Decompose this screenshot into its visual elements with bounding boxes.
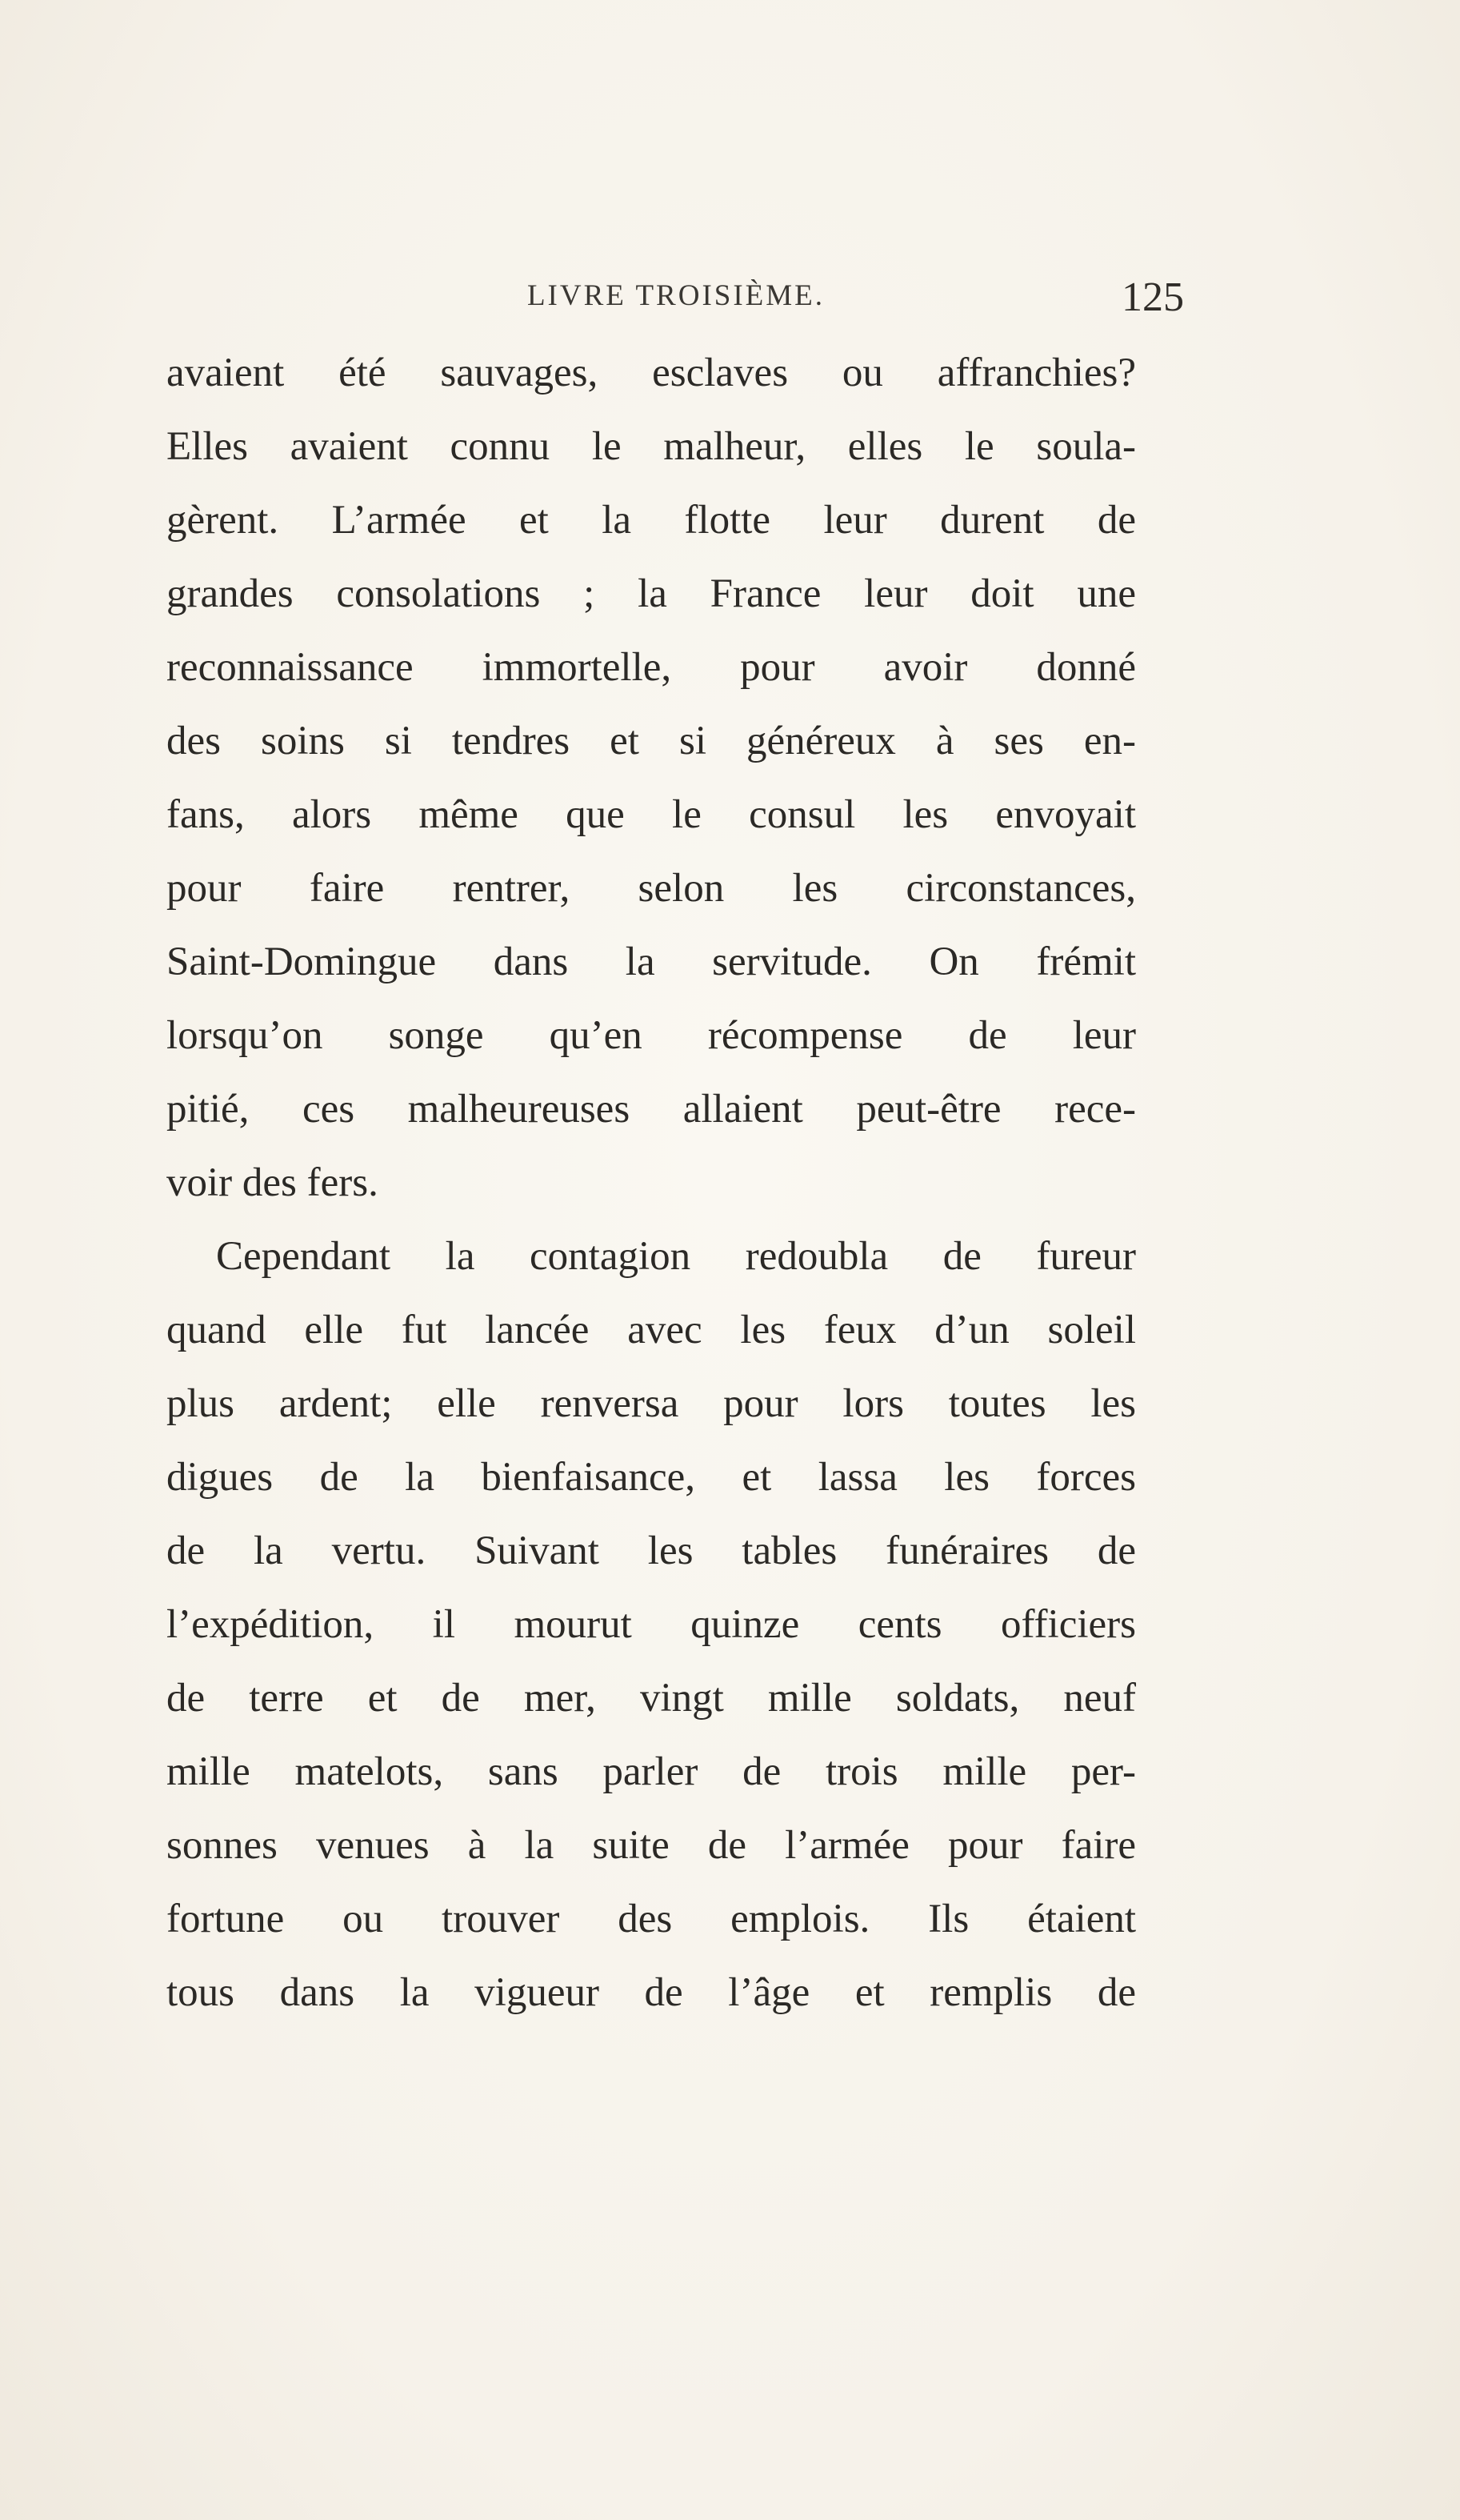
- text-line: Elles avaient connu le malheur, elles le soula-: [166, 424, 1136, 469]
- running-head: [168, 274, 1184, 327]
- text-line: grandes consolations ; la France leur doit une: [166, 571, 1136, 616]
- text-line: pitié, ces malheureuses allaient peut-être rece-: [166, 1087, 1136, 1132]
- text-line: avaient été sauvages, esclaves ou affranchies?: [166, 351, 1136, 395]
- body-text: [166, 336, 1136, 2029]
- paragraph-start-line: Cependant la contagion redoubla de fureur: [216, 1234, 1136, 1279]
- text-line: quand elle fut lancée avec les feux d’un soleil: [166, 1308, 1136, 1352]
- text-line: mille matelots, sans parler de trois mille per-: [166, 1749, 1136, 1794]
- paragraph-end-line: voir des fers.: [166, 1160, 378, 1205]
- text-line: fortune ou trouver des emplois. Ils étaient: [166, 1897, 1136, 1941]
- text-line: plus ardent; elle renversa pour lors toutes les: [166, 1381, 1136, 1426]
- text-line: de terre et de mer, vingt mille soldats, neuf: [166, 1676, 1136, 1721]
- text-line: reconnaissance immortelle, pour avoir donné: [166, 645, 1136, 690]
- running-title: LIVRE TROISIÈME.: [526, 279, 826, 312]
- text-line: gèrent. L’armée et la flotte leur durent de: [166, 498, 1136, 543]
- text-line: fans, alors même que le consul les envoyait: [166, 792, 1136, 837]
- text-line: pour faire rentrer, selon les circonstances,: [166, 866, 1136, 911]
- text-line: tous dans la vigueur de l’âge et remplis de: [166, 1970, 1136, 2015]
- text-line: l’expédition, il mourut quinze cents officiers: [166, 1602, 1136, 1647]
- text-line: lorsqu’on songe qu’en récompense de leur: [166, 1013, 1136, 1058]
- page-number: 125: [1122, 274, 1184, 320]
- text-line: sonnes venues à la suite de l’armée pour faire: [166, 1823, 1136, 1868]
- text-line: de la vertu. Suivant les tables funéraires de: [166, 1528, 1136, 1573]
- text-line: des soins si tendres et si généreux à ses en-: [166, 719, 1136, 763]
- text-line: digues de la bienfaisance, et lassa les forces: [166, 1455, 1136, 1500]
- text-line: Saint-Domingue dans la servitude. On frémit: [166, 939, 1136, 984]
